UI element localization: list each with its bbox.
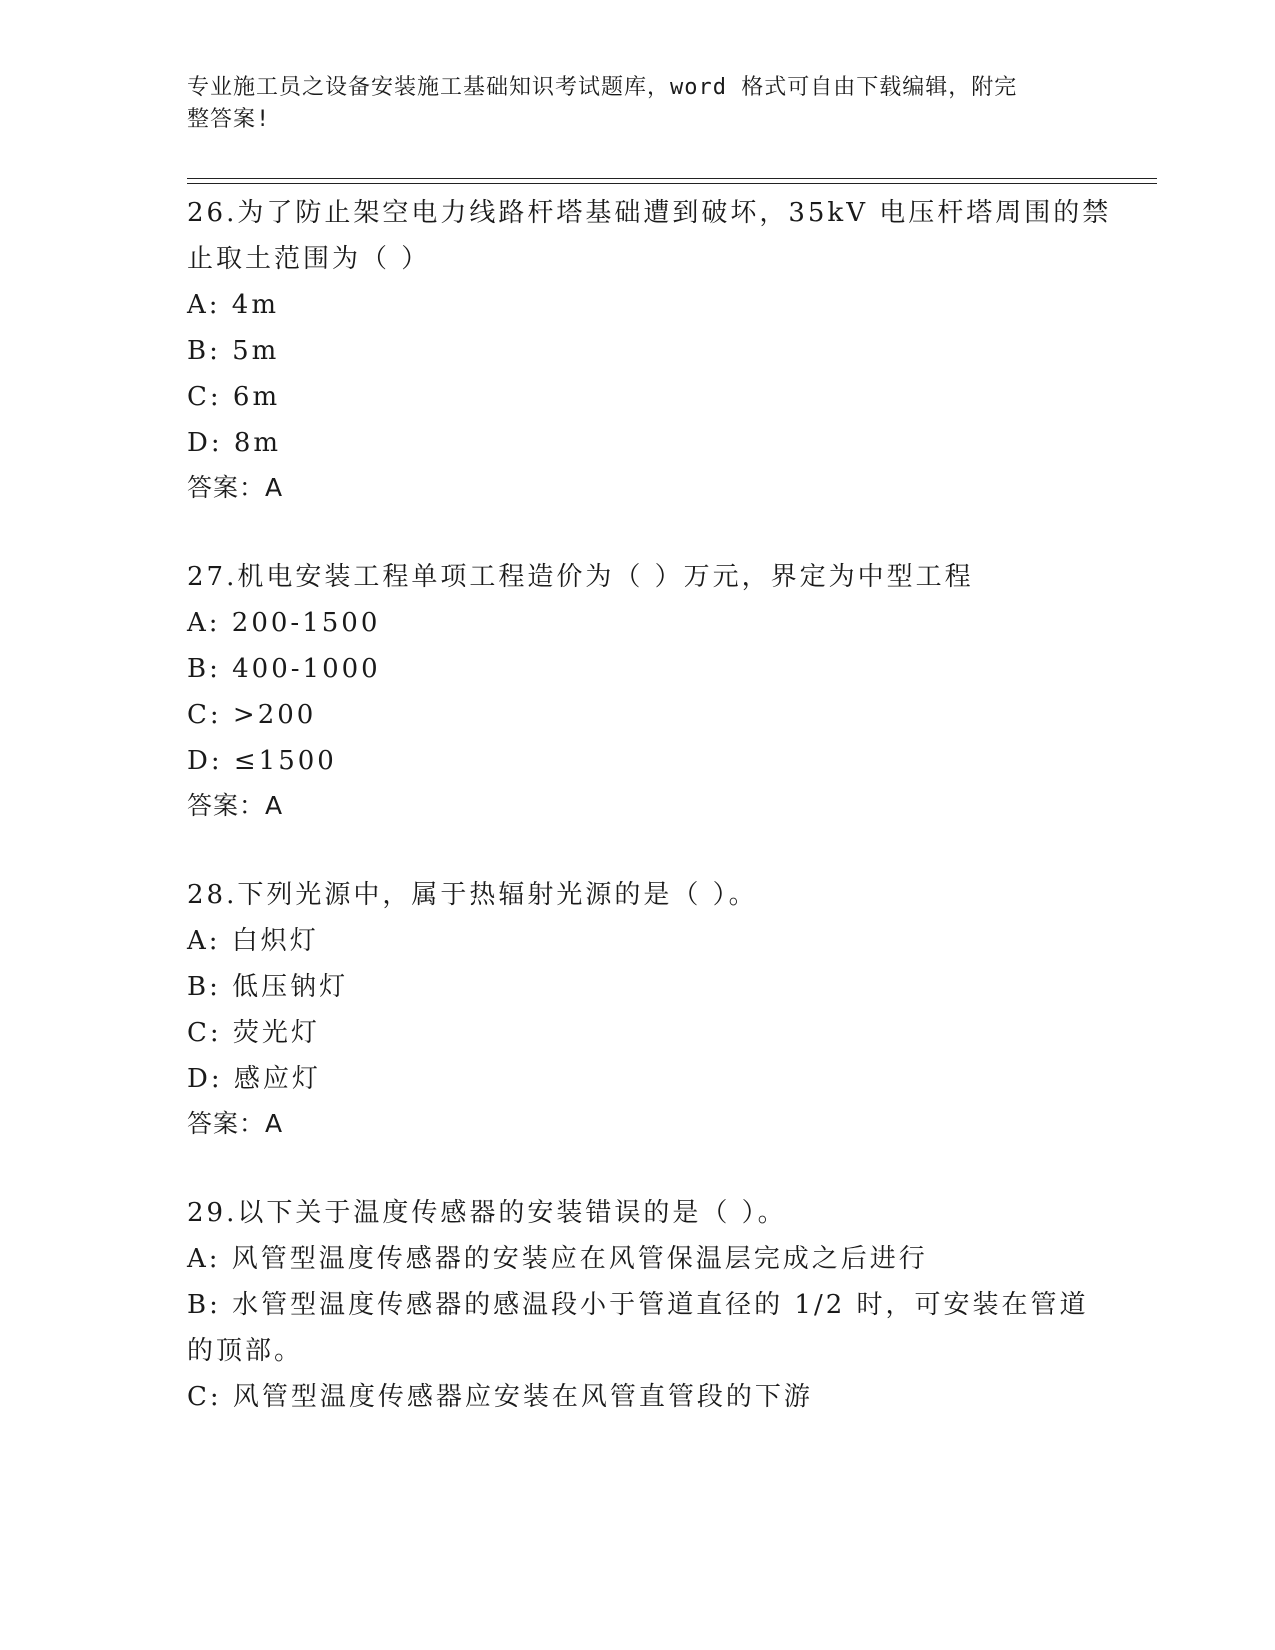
option-a: A: 风管型温度传感器的安装应在风管保温层完成之后进行 [187,1244,928,1274]
option-c: C: >200 [187,700,317,730]
document-page [187,0,1157,1650]
question-stem: 26.为了防止架空电力线路杆塔基础遭到破坏，35kV 电压杆塔周围的禁 [187,198,1112,228]
header-divider-bottom [187,183,1157,184]
option-b: B: 5m [187,336,280,366]
option-d: D: 感应灯 [187,1064,321,1094]
option-d: D: ≤1500 [187,746,337,776]
option-c: C: 风管型温度传感器应安装在风管直管段的下游 [187,1382,813,1412]
header-line-1: 专业施工员之设备安装施工基础知识考试题库，word 格式可自由下载编辑，附完 [187,75,1018,100]
question-stem: 27.机电安装工程单项工程造价为（ ）万元，界定为中型工程 [187,562,974,592]
question-list [187,190,1127,1464]
question-stem-continued: 止取土范围为（ ） [187,244,431,274]
answer: 答案：A [187,473,284,502]
question-stem: 28.下列光源中，属于热辐射光源的是（ ）。 [187,880,758,910]
header-line-2: 整答案! [187,107,271,132]
header-divider-top [187,178,1157,179]
option-c: C: 6m [187,382,281,412]
option-b: B: 400-1000 [187,654,381,684]
question-stem: 29.以下关于温度传感器的安装错误的是（ ）。 [187,1198,787,1228]
option-b: B: 低压钠灯 [187,972,349,1002]
question-26 [187,190,1127,510]
option-a: A: 4m [187,290,279,320]
answer: 答案：A [187,1109,284,1138]
option-c: C: 荧光灯 [187,1018,320,1048]
option-b: B: 水管型温度传感器的感温段小于管道直径的 1/2 时，可安装在管道 [187,1290,1089,1320]
option-a: A: 白炽灯 [187,926,319,956]
option-a: A: 200-1500 [187,608,381,638]
question-28 [187,872,1127,1146]
question-27 [187,554,1127,828]
option-d: D: 8m [187,428,282,458]
answer: 答案：A [187,791,284,820]
option-b-continued: 的顶部。 [187,1336,304,1366]
question-29 [187,1190,1127,1420]
document-header [187,72,1087,136]
